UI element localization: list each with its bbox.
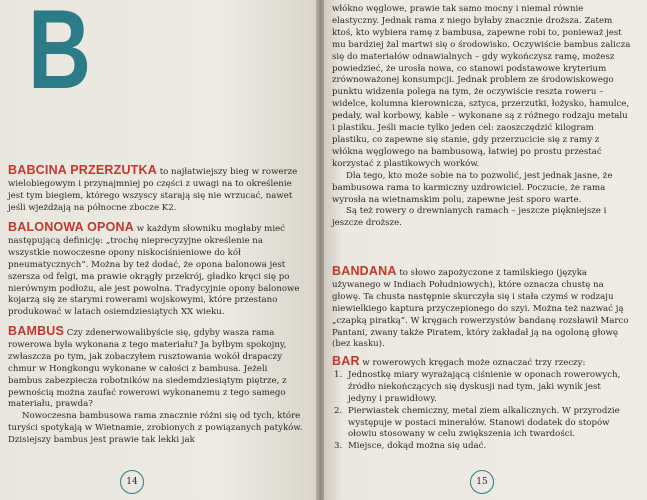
bar-list [332,370,632,453]
section-letter: B [28,0,92,112]
headword: BABCINA PRZERZUTKA [8,163,157,177]
entry-text: w rowerowych kręgach może oznaczać trzy rzeczy: [362,358,586,368]
list-item [332,406,632,442]
headword: BALONOWA OPONA [8,220,134,234]
list-number: 3. [334,441,343,452]
entry-text: Czy zdenerwowalibyście się, gdyby wasza rama rowerowa była wykonana z tego materiału? Ja byłbym spokojny, zwłaszcza po tym, jak zobaczyłem rusztowania wokół drapaczy chmur w Hongkongu wykonane w całości z bambusa. Jeżeli bambus zabezpiecza robotników na siedemdziesiątym piętrze, z pewnością można zaufać rowerowi wykonanemu z tego samego materiału, prawda? [8,328,287,410]
list-text: Miejsce, dokąd można się udać. [348,441,487,452]
entry-balonowa-opona [8,222,304,319]
list-number: 1. [334,369,343,380]
headword: BAR [332,354,360,368]
headword: BAMBUS [8,324,65,338]
list-text: Jednostkę miary wyrażającą ciśnienie w oponach rowerowych, źródło niekończących się dyskusji nad tym, jaki wynik jest jedyny i prawidłowy. [348,369,621,404]
right-page [324,0,647,500]
entry-bambus [8,326,304,447]
list-text: Pierwiastek chemiczny, metal ziem alkalicznych. W przyrodzie występuje w postaci minerałów. Stanowi dodatek do stopów ołowiu stosowany w celu zwiększenia ich twardości. [348,405,620,440]
page-number: 14 [120,470,144,494]
entry-bar [332,356,632,453]
headword: BANDANA [332,264,397,278]
left-page [0,0,318,500]
bambus-paragraph: Są też rowery o drewnianych ramach – jeszcze piękniejsze i jeszcze droższe. [332,206,607,229]
bambus-paragraph: Dla tego, kto może sobie na to pozwolić, jest jednak jasne, że bambusowa rama to karmiczny uzdrowiciel. Poczucie, że rama wyrosła na wietnamskim polu, zapewne jest sporo warte. [332,170,613,205]
entry-text: to najłatwiejszy bieg w rowerze wielobiegowym i przynajmniej po części z uwagi na to określenie jest tym biegiem, którego wszyscy starają się nie wrzucać, nawet jeśli wjeżdżają na północne zbocze K2. [8,167,298,213]
page-number: 15 [470,470,494,494]
bambus-continuation [332,4,632,230]
entry-text: to słowo zapożyczone z tamilskiego (języka używanego w Indiach Południowych), które oznacza chustę na głowę. Ta chusta następnie skurczyła się i stała czymś w rodzaju niewielkiego kaptura przyczepionego do szyi. Można też nazwać ją „czapką piratką”. W kręgach rowerzystów bandanę rozsławił Marco Pantani, zwany także Piratem, który zakładał ją na ogoloną głowę (bez kasku). [332,268,629,350]
bambus-paragraph: włókno węglowe, prawie tak samo mocny i niemal równie elastyczny. Jednak rama z niego byłaby znacznie droższa. Zatem ktoś, kto wybiera ramę z bambusa, zapewne robi to, ponieważ jest mu bardziej żal martwi się o środowisko. Oczywiście bambus zalicza się do materiałów odnawialnych – gdy wykończysz ramę, możesz powiedzieć, że urosła nowa, co stanowi podstawowe kryterium zrównoważonej konsumpcji. Jednak problem ze środowiskowego punktu widzenia polega na tym, że oczywiście reszta roweru – widelce, kolumna kierownicza, sztyca, przerzutki, łożysko, hamulce, pedały, wał korbowy, kable – wykonane są z różnego rodzaju metalu i plastiku. Jeśli macie tylko jeden cel: zaoszczędzić kilogram plastiku, co zapewne się stanie, gdy przerzucicie się z ramy z włókna węglowego na bambusową, łatwiej po prostu przestać korzystać z plastikowych worków. [332,4,631,169]
list-item [332,441,632,453]
entry-babcina-przerzutka [8,165,304,215]
list-number: 2. [334,405,343,416]
list-item [332,370,632,406]
entry-bandana [332,266,632,351]
entry-continuation: Nowoczesna bambusowa rama znacznie różni się od tych, które turyści spotykają w Wietnamie, zrobionych z powiązanych patyków. Dzisiejszy bambus jest prawie tak lekki jak [8,411,303,446]
entry-text: w każdym słowniku mogłaby mieć następującą definicję: „trochę nieprecyzyjne określenie na wszystkie nowoczesne opony niskociśnieniowe do kół pneumatycznych”. Można by też dodać, że opona balonowa jest szersza od felgi, ma prawie okrągły przekrój, gładko kręci się po nierównym podłożu, ale jest powolna. Tradycyjnie opony balonowe kojarzą się ze starymi rowerami wojskowymi, które przestano produkować w latach osiemdziesiątych XX wieku. [8,224,300,318]
